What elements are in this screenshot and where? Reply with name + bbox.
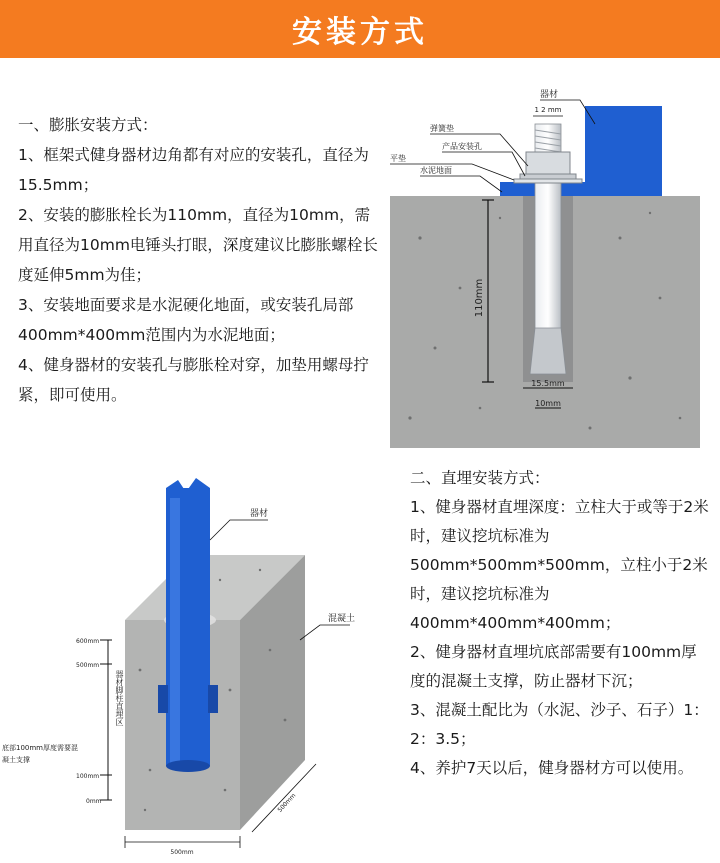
direct-item-4: 4、养护7天以后，健身器材方可以使用。 [410,759,694,777]
dim-500: 500mm [76,662,100,669]
hex-nut [526,152,570,174]
pole-bottom [166,760,210,772]
direct-item-3: 3、混凝土配比为（水泥、沙子、石子）1：2：3.5； [410,701,709,748]
expansion-item-3: 3、安装地面要求是水泥硬化地面，或安装孔局部400mm*400mm范围内为水泥地面； [18,296,354,344]
dim-hole: 15.5mm [531,379,565,388]
label-equipment: 器材 [540,90,559,100]
expansion-instructions [18,110,378,410]
label-flat-washer: 平垫 [390,154,406,163]
anchor-fin-left [158,685,168,713]
bottom-label-box [2,742,80,776]
expansion-bolt-diagram [390,88,700,448]
label-ground: 水泥地面 [420,166,452,175]
spring-washer [520,174,576,179]
direct-item-1: 1、健身器材直埋深度：立柱大于或等于2米时，建议挖坑标准为500mm*500mm*500mm，立柱小于2米时，建议挖坑标准为400mm*400mm*400mm； [410,498,709,632]
direct-instructions [410,464,710,783]
dim-top: 1 2 mm [534,106,562,114]
label-spring-washer: 弹簧垫 [430,124,454,133]
flat-washer [514,179,582,183]
expansion-item-2: 2、安装的膨胀栓长为110mm，直径为10mm，需用直径为10mm电锤头打眼，深度建议比膨胀螺栓长度延伸5mm为佳； [18,206,378,284]
direct-item-2: 2、健身器材直埋坑底部需要有100mm厚度的混凝土支撑，防止器材下沉； [410,643,697,690]
expansion-heading: 一、膨胀安装方式： [18,116,158,134]
label-zone: 器材脚柱直埋区 [115,670,124,726]
dim-depth: 500mm [276,792,298,814]
dim-length: 110mm [474,278,485,318]
width-dim-line [125,836,240,848]
label-concrete: 混凝土 [328,614,356,624]
dim-0: 0mm [86,798,102,805]
expansion-item-4: 4、健身器材的安装孔与膨胀栓对穿，加垫用螺母拧紧，即可使用。 [18,356,369,404]
zone-label-box [113,670,125,780]
label-bottom: 底部100mm厚度需要混凝土支撑 [2,744,78,764]
section-title: 安装方式 [292,15,428,50]
anchor-fin-right [208,685,218,713]
direct-burial-diagram [0,470,400,863]
dim-100: 100mm [76,773,100,780]
depth-scale [100,640,112,800]
section-header [0,0,720,58]
expansion-item-1: 1、框架式健身器材边角都有对应的安装孔，直径为15.5mm； [18,146,369,194]
dim-bolt: 10mm [535,399,561,408]
label-equipment-direct: 器材 [250,509,269,519]
dim-600: 600mm [76,638,100,645]
dim-width: 500mm [170,849,194,856]
pole-highlight [170,488,180,766]
label-hole: 产品安装孔 [442,142,482,151]
direct-heading: 二、直埋安装方式： [410,469,550,487]
expansion-sleeve [530,328,566,374]
